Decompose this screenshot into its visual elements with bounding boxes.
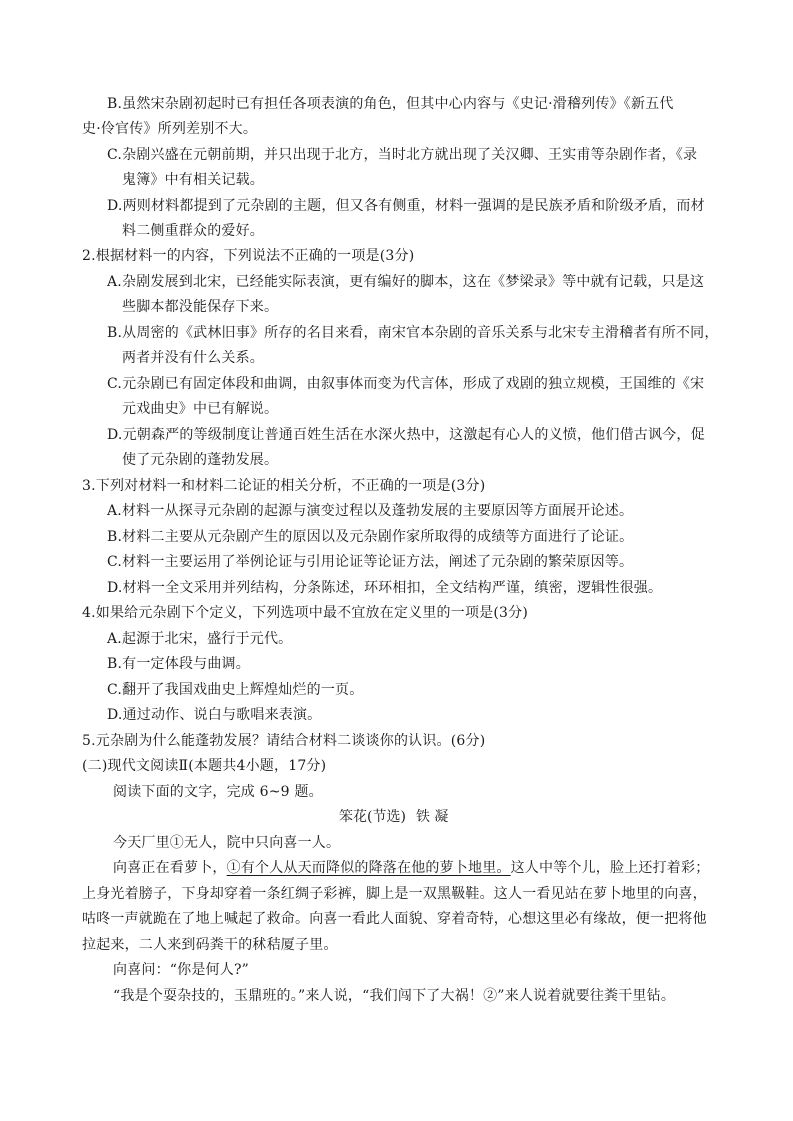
q1-option-c-line2: 鬼簿》中有相关记载。 — [122, 172, 264, 188]
passage-title — [339, 807, 448, 827]
q5-stem: 5.元杂剧为什么能蓬勃发展？请结合材料二谈谈你的认识。(6分) — [82, 733, 486, 749]
passage-paragraph-2-line3: 咕咚一声就跪在了地上喊起了救命。向喜一看此人面貌、穿着奇特，心想这里必有缘故，便一把将他 — [82, 911, 707, 927]
passage-paragraph-3: 向喜问：“你是何人?” — [113, 962, 250, 978]
q2-option-c-line2: 元戏曲史》中已有解说。 — [122, 401, 279, 417]
q2-option-b-line2: 两者并没有什么关系。 — [122, 350, 264, 366]
section-heading: (二)现代文阅读Ⅱ(本题共4小题，17分) — [82, 758, 327, 774]
q3-option-c: C.材料一主要运用了举例论证与引用论证等论证方法，阐述了元杂剧的繁荣原因等。 — [107, 554, 634, 570]
q3-option-b: B.材料二主要从元杂剧产生的原因以及元杂剧作家所取得的成绩等方面进行了论证。 — [107, 529, 634, 545]
q3-stem: 3.下列对材料一和材料二论证的相关分析，不正确的一项是(3分) — [82, 478, 486, 494]
q4-option-d: D.通过动作、说白与歌唱来表演。 — [107, 707, 322, 723]
passage-author: 铁 凝 — [415, 809, 449, 825]
q2-option-a-line2: 些脚本都没能保存下来。 — [122, 299, 279, 315]
q4-stem: 4.如果给元杂剧下个定义，下列选项中最不宜放在定义里的一项是(3分) — [82, 605, 528, 621]
p2-start: 向喜正在看萝卜， — [113, 860, 227, 876]
reading-instruction: 阅读下面的文字，完成 6~9 题。 — [113, 784, 323, 800]
q2-option-c-line1: C.元杂剧已有固定体段和曲调，由叙事体而变为代言体，形成了戏剧的独立规模，王国维的《宋 — [107, 376, 705, 392]
passage-title-main: 笨花(节选) — [339, 809, 406, 825]
passage-paragraph-4: “我是个耍杂技的，玉鼎班的。”来人说，“我们闯下了大祸！②”来人说着就要往粪干里钻。 — [113, 988, 676, 1004]
p2-end: 这人中等个儿，脸上还打着彩； — [510, 860, 710, 876]
q2-option-d-line2: 使了元杂剧的蓬勃发展。 — [122, 452, 279, 468]
q3-option-d: D.材料一全文采用并列结构，分条陈述，环环相扣，全文结构严谨，缜密，逻辑性很强。 — [107, 580, 663, 596]
q1-option-b-line1: B.虽然宋杂剧初起时已有担任各项表演的角色，但其中心内容与《史记·滑稽列传》《新五代 — [107, 96, 674, 112]
q2-option-a-line1: A.杂剧发展到北宋，已经能实际表演，更有编好的脚本，这在《梦梁录》等中就有记载，只是这 — [107, 274, 705, 290]
passage-paragraph-2-line4: 拉起来，二人来到码粪干的秫秸厦子里。 — [82, 937, 338, 953]
q4-option-b: B.有一定体段与曲调。 — [107, 656, 250, 672]
q4-option-a: A.起源于北宋，盛行于元代。 — [107, 631, 293, 647]
q1-option-d-line2: 料二侧重群众的爱好。 — [122, 223, 264, 239]
q4-option-c: C.翻开了我国戏曲史上辉煌灿烂的一页。 — [107, 682, 364, 698]
q2-option-b-line1: B.从周密的《武林旧事》所存的名目来看，南宋官本杂剧的音乐关系与北宋专主滑稽者有所不同， — [107, 325, 719, 341]
q1-option-c-line1: C.杂剧兴盛在元朝前期，并只出现于北方，当时北方就出现了关汉卿、王实甫等杂剧作者，《录 — [107, 147, 698, 163]
q2-stem: 2.根据材料一的内容，下列说法不正确的一项是(3分) — [82, 248, 415, 264]
q3-option-a: A.材料一从探寻元杂剧的起源与演变过程以及蓬勃发展的主要原因等方面展开论述。 — [107, 503, 634, 519]
passage-paragraph-2-line2: 上身光着膀子，下身却穿着一条红绸子彩裤，脚上是一双黑靸鞋。这人一看见站在萝卜地里的向喜， — [82, 886, 707, 902]
passage-paragraph-1: 今天厂里①无人，院中只向喜一人。 — [113, 835, 341, 851]
passage-paragraph-2-line1 — [113, 858, 709, 878]
q1-option-b-line2: 史·伶官传》所列差别不大。 — [82, 121, 258, 137]
q2-option-d-line1: D.元朝森严的等级制度让普通百姓生活在水深火热中，这激起有心人的义愤，他们借古讽今，促 — [107, 427, 705, 443]
q1-option-d-line1: D.两则材料都提到了元杂剧的主题，但又各有侧重，材料一强调的是民族矛盾和阶级矛盾，而材 — [107, 198, 705, 214]
p2-underlined-sentence: ①有个人从天而降似的降落在他的萝卜地里。 — [226, 860, 511, 876]
